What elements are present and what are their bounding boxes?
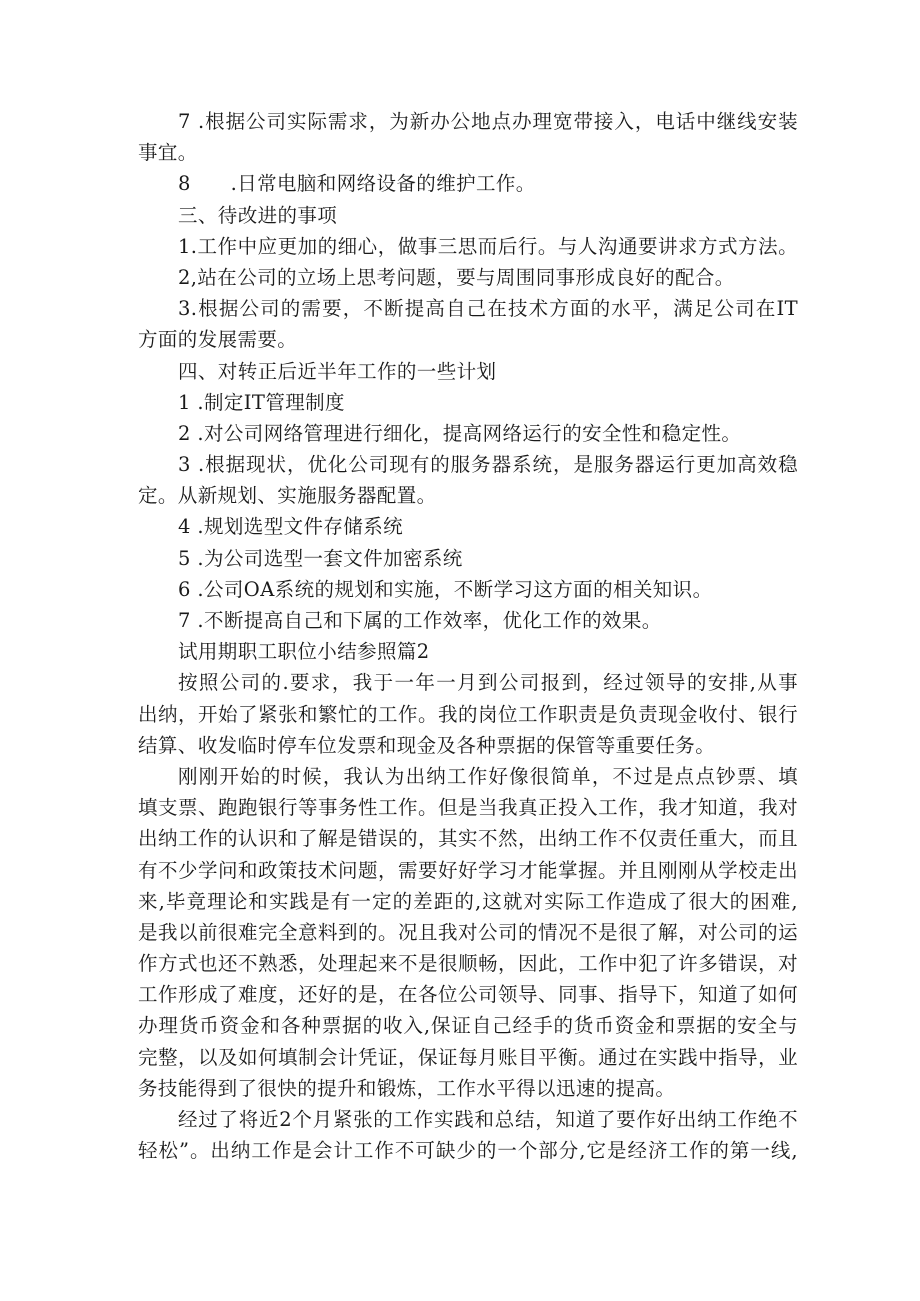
text-line: 5 .为公司选型一套文件加密系统 (178, 546, 463, 570)
text-line: 8 .日常电脑和网络设备的维护工作。 (178, 172, 536, 196)
text-line: 出纳，开始了紧张和繁忙的工作。我的岗位工作职责是负责现金收付、银行 (138, 702, 798, 726)
text-line: 完整，以及如何填制会计凭证，保证每月账目平衡。通过在实践中指导，业 (138, 1045, 798, 1069)
text-line: 刚刚开始的时候，我认为出纳工作好像很简单，不过是点点钞票、填 (178, 764, 798, 788)
text-line: 作方式也还不熟悉，处理起来不是很顺畅，因此，工作中犯了许多错误，对 (138, 952, 798, 976)
text-line: 是我以前很难完全意料到的。况且我对公司的情况不是很了解，对公司的运 (138, 920, 798, 944)
text-line: 三、待改进的事项 (178, 203, 338, 227)
text-line: 2 .对公司网络管理进行细化，提高网络运行的安全性和稳定性。 (178, 421, 742, 445)
text-line: 方面的发展需要。 (138, 328, 298, 352)
text-line: 1 .制定IT管理制度 (178, 390, 345, 414)
text-line: 按照公司的.要求，我于一年一月到公司报到，经过领导的安排,从事 (178, 671, 798, 695)
text-line: 出纳工作的认识和了解是错误的，其实不然，出纳工作不仅责任重大，而且 (138, 827, 798, 851)
text-line: 结算、收发临时停车位发票和现金及各种票据的保管等重要任务。 (138, 733, 716, 757)
text-line: 工作形成了难度，还好的是，在各位公司领导、同事、指导下，知道了如何 (138, 983, 798, 1007)
text-line: 6 .公司OA系统的规划和实施，不断学习这方面的相关知识。 (178, 577, 713, 601)
text-line: 四、对转正后近半年工作的一些计划 (178, 359, 497, 383)
document-body (138, 106, 798, 1166)
text-line: 务技能得到了很快的提升和锻炼，工作水平得以迅速的提高。 (138, 1076, 676, 1100)
text-line: 有不少学问和政策技术问题，需要好好学习才能掌握。并且刚刚从学校走出 (138, 858, 798, 882)
text-line: 2,站在公司的立场上思考问题，要与周围同事形成良好的配合。 (178, 265, 735, 289)
text-line: 办理货币资金和各种票据的收入,保证自己经手的货币资金和票据的安全与 (138, 1014, 798, 1038)
text-line: 事宜。 (138, 141, 198, 165)
text-line: 1.工作中应更加的细心，做事三思而后行。与人沟通要讲求方式方法。 (178, 234, 798, 258)
text-line: 轻松”。出纳工作是会计工作不可缺少的一个部分,它是经济工作的第一线, (138, 1139, 798, 1163)
text-line: 4 .规划选型文件存储系统 (178, 515, 404, 539)
text-line: 7 .不断提高自己和下属的工作效率，优化工作的效果。 (178, 609, 662, 632)
text-line: 填支票、跑跑银行等事务性工作。但是当我真正投入工作，我才知道，我对 (138, 796, 798, 820)
text-line: 试用期职工职位小结参照篇2 (178, 640, 430, 664)
text-line: 3 .根据现状，优化公司现有的服务器系统，是服务器运行更加高效稳 (178, 453, 798, 477)
text-line: 经过了将近2个月紧张的工作实践和总结，知道了要作好出纳工作绝不 (178, 1108, 798, 1131)
text-line: 定。从新规划、实施服务器配置。 (138, 484, 437, 508)
text-line: 7 .根据公司实际需求，为新办公地点办理宽带接入，电话中继线安装 (178, 110, 798, 133)
text-line: 3.根据公司的需要，不断提高自己在技术方面的水平，满足公司在IT (178, 297, 798, 321)
text-line: 来,毕竟理论和实践是有一定的差距的,这就对实际工作造成了很大的困难, (138, 889, 798, 913)
